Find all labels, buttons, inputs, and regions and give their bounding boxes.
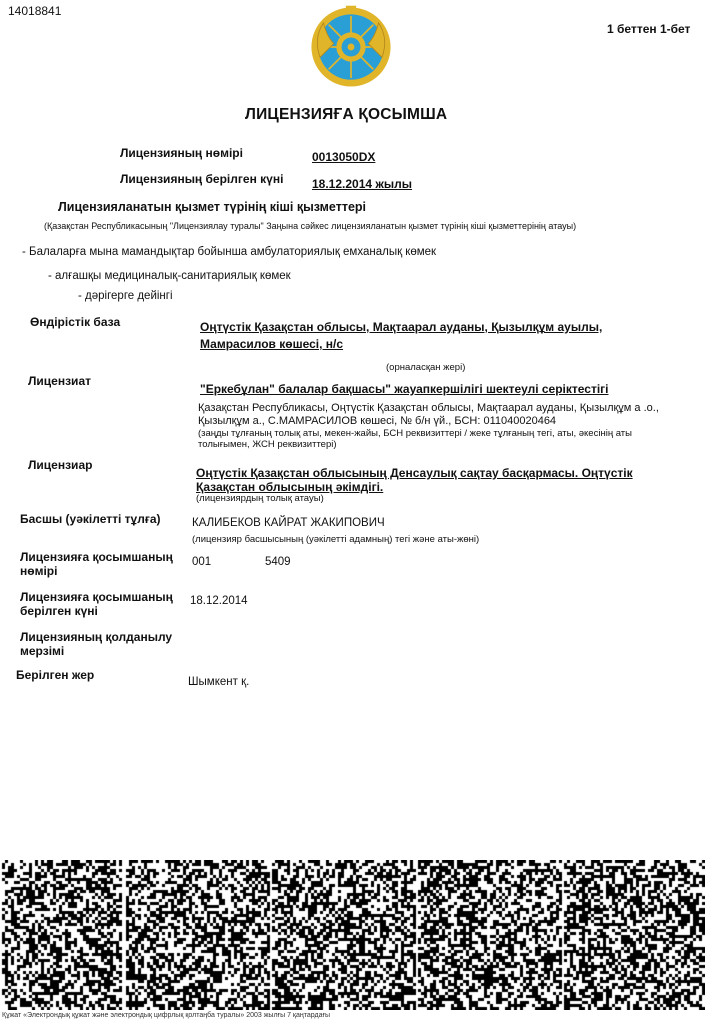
- appendix-date-label: берілген күні: [20, 604, 98, 618]
- issue-place-value: Шымкент қ.: [188, 676, 250, 688]
- qr-code-blocks-icon: [0, 860, 705, 1010]
- production-base-value: Мамрасилов көшесі, н/с: [200, 337, 344, 351]
- licensee-name: "Еркебұлан" балалар бақшасы" жауапкершілігі шектеулі серіктестігі: [200, 382, 609, 396]
- head-value: КАЛИБЕКОВ КАЙРАТ ЖАКИПОВИЧ: [192, 517, 385, 529]
- page-title: ЛИЦЕНЗИЯҒА ҚОСЫМША: [245, 106, 448, 123]
- licensee-label: Лицензиат: [28, 374, 91, 388]
- services-title: Лицензияланатын қызмет түрінің кіші қызметтері: [58, 200, 367, 214]
- appendix-date-value: 18.12.2014: [190, 595, 248, 607]
- appendix-number-value: 5409: [265, 556, 291, 568]
- production-base-label: Өндірістік база: [30, 315, 121, 329]
- barcode-strip: [0, 860, 705, 1010]
- service-item: - алғашқы медициналық-санитариялық көмек: [48, 270, 291, 282]
- appendix-number-label: нөмірі: [20, 564, 58, 578]
- license-number-value: 0013050DX: [312, 150, 376, 164]
- licensor-value: Оңтүстік Қазақстан облысының Денсаулық сақтау басқармасы. Оңтүстік: [196, 466, 633, 480]
- head-note: (лицензияр басшысының (уәкілетті адамның) тегі және аты-жөні): [192, 534, 480, 545]
- appendix-series: 001: [192, 556, 212, 568]
- licensee-note: (заңды тұлғаның толық аты, мекен-жайы, БСН реквизиттері / жеке тұлғаның тегі, аты, әкесінің аты толығымен, ЖСН реквизиттері): [198, 428, 632, 450]
- license-issue-date-value: 18.12.2014 жылы: [312, 177, 413, 191]
- validity-label: мерзімі: [20, 644, 65, 658]
- head-label: Басшы (уәкілетті тұлға): [20, 512, 161, 526]
- production-base-note: (орналасқан жері): [386, 362, 466, 373]
- licensor-note: (лицензиярдың толық атауы): [196, 493, 324, 504]
- issue-place-label: Берілген жер: [16, 668, 95, 682]
- license-number-label: Лицензияның нөмірі: [120, 146, 243, 160]
- service-item: - Балаларға мына мамандықтар бойынша амбулаториялық емханалық көмек: [22, 246, 437, 258]
- licensor-value: Қазақстан облысының әкімдігі.: [196, 480, 384, 494]
- service-item: - дәрігерге дейінгі: [78, 290, 173, 302]
- appendix-date-label: Лицензияға қосымшаның: [20, 590, 173, 604]
- license-issue-date-label: Лицензияның берілген күні: [120, 172, 284, 186]
- licensor-label: Лицензиар: [28, 458, 93, 472]
- document-number: 14018841: [8, 4, 62, 18]
- footer-note: Құжат «Электрондық құжат және электрондық цифрлық қолтаңба туралы» 2003 жылғы 7 қаңтардағы: [2, 1012, 331, 1019]
- services-subtitle: (Қазақстан Республикасының "Лицензиялау туралы" Заңына сәйкес лицензияланатын қызмет түрінің кіші қызметтерінің атауы): [44, 221, 577, 231]
- licensee-address: Қазақстан Республикасы, Оңтүстік Қазақстан облысы, Мақтаарал ауданы, Қызылқұм а .о., Қызылқұм а., С.МАМРАСИЛОВ көшесі, № б/н үй., БСН: 011040020464: [198, 402, 659, 427]
- page-indicator: 1 беттен 1-бет: [607, 22, 691, 36]
- validity-label: Лицензияның қолданылу: [20, 630, 173, 644]
- appendix-number-label: Лицензияға қосымшаның: [20, 550, 173, 564]
- state-emblem-icon: [308, 4, 394, 90]
- production-base-value: Оңтүстік Қазақстан облысы, Мақтаарал ауданы, Қызылқұм ауылы,: [200, 320, 603, 334]
